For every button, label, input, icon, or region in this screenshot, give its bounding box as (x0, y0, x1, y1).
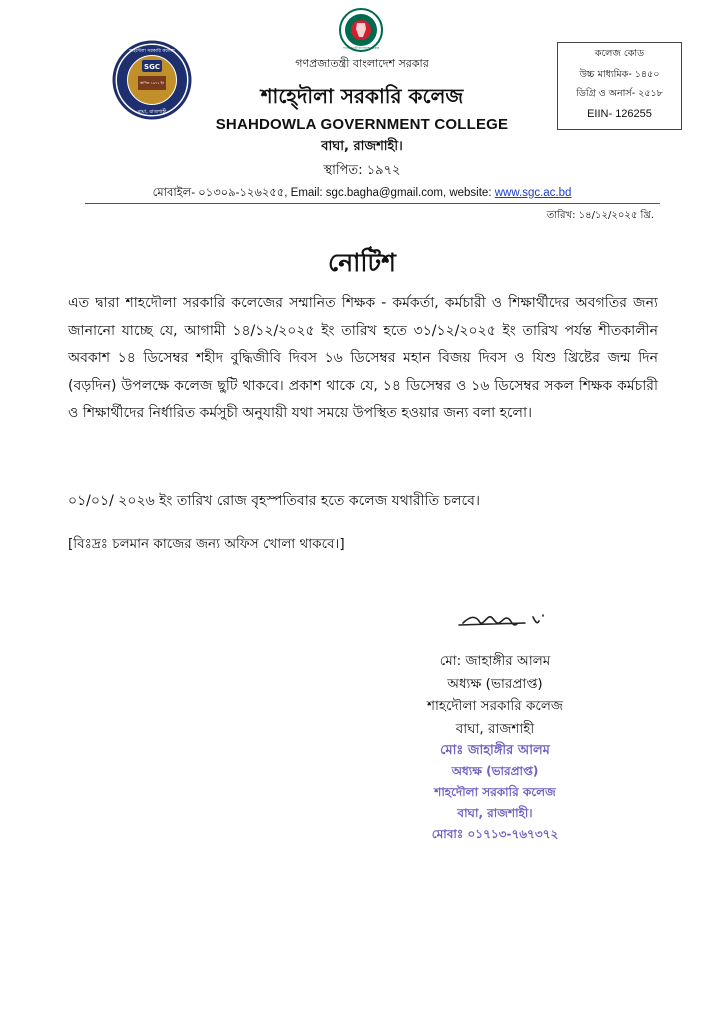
notice-title: নোটিশ (328, 248, 396, 277)
college-code-box (557, 42, 682, 130)
college-location: বাঘা, রাজশাহী। (321, 139, 403, 154)
official-stamp (395, 740, 595, 845)
college-name-en: SHAHDOWLA GOVERNMENT COLLEGE (215, 116, 509, 133)
stamp-college: শাহদৌলা সরকারি কলেজ (434, 785, 556, 799)
signatory-designation: অধ্যক্ষ (ভারপ্রাপ্ত) (447, 675, 543, 692)
code-box-title: কলেজ কোড (594, 48, 645, 59)
signatory-college: শাহদৌলা সরকারি কলেজ (427, 698, 563, 714)
header-divider (85, 203, 660, 204)
signatory-block (380, 650, 610, 740)
stamp-location: বাঘা, রাজশাহী। (457, 806, 533, 820)
notice-body: এত দ্বারা শাহদৌলা সরকারি কলেজের সম্মানিত শিক্ষক - কর্মকর্তা, কর্মচারী ও শিক্ষার্থীদের অবগতির জন্য জানানো যাচ্ছে যে, আগামী ১৪/১২/২০২৫ ইং তারিখ হতে ৩১/১২/২০২৫ ইং তারিখ পর্যন্ত শীতকালীন অবকাশ ১৪ ডিসেম্বর শহীদ বুদ্ধিজীবি দিবস ১৬ ডিসেম্বর মহান বিজয় দিবস ও যিশু খ্রিষ্টের জন্ম দিন (বড়দিন) উপলক্ষে কলেজ ছুটি থাকবে। প্রকাশ থাকে যে, ১৪ ডিসেম্বর ও ১৬ ডিসেম্বর সকল শিক্ষক কর্মচারী ও শিক্ষার্থীদের নির্ধারিত কর্মসুচী অনুযায়ী যথা সময়ে উপস্থিত হওয়ার জন্য বলা হলো। (68, 295, 658, 421)
government-emblem (339, 8, 383, 52)
established-year: স্থাপিত: ১৯৭২ (323, 163, 401, 178)
reopen-notice: ০১/০১/ ২০২৬ ইং তারিখ রোজ বৃহস্পতিবার হতে কলেজ যথারীতি চলবে। (68, 493, 480, 509)
signatory-location: বাঘা, রাজশাহী (455, 720, 535, 737)
signatory-name: মো: জাহাঙ্গীর আলম (439, 653, 551, 669)
website-link[interactable]: www.sgc.ac.bd (494, 187, 572, 199)
college-name-bn: শাহ্দৌলা সরকারি কলেজ (260, 84, 464, 108)
hsc-code: উচ্চ মাধ্যমিক- ১৪৫০ (579, 69, 660, 80)
notice-date: তারিখ: ১৪/১২/২০২৫ খ্রি. (546, 210, 654, 221)
contact-details: মোবাইল- ০১৩০৯-১২৬২৫৫, Email: sgc.bagha@gmail.com, website: (152, 187, 495, 199)
government-name: গণপ্রজাতন্ত্রী বাংলাদেশ সরকার (295, 57, 429, 70)
logo-top-text: শাহদৌলা সরকারি কলেজ (129, 49, 175, 54)
contact-line (0, 184, 724, 203)
degree-code: ডিগ্রি ও অনার্স- ২৫১৮ (576, 88, 663, 99)
logo-bottom-text: বাঘা, রাজশাহী (137, 109, 167, 115)
stamp-mobile: মোবাঃ ০১৭১৩-৭৬৭৩৭২ (431, 827, 559, 841)
stamp-name: মোঃ জাহাঙ্গীর আলম (440, 743, 550, 758)
emblem-ring-text: গণপ্রজাতন্ত্রী বাংলাদেশ সরকার (342, 46, 380, 50)
eiin-number: EIIN- 126255 (587, 108, 652, 120)
logo-year-text: স্থাপিত ১৯৭২ ইং (140, 81, 164, 85)
office-note: [বিঃদ্রঃ চলমান কাজের জন্য অফিস খোলা থাকবে।] (68, 536, 345, 552)
signature (455, 607, 575, 637)
logo-badge-text: SGC (144, 63, 160, 71)
stamp-designation: অধ্যক্ষ (ভারপ্রাপ্ত) (451, 764, 539, 778)
